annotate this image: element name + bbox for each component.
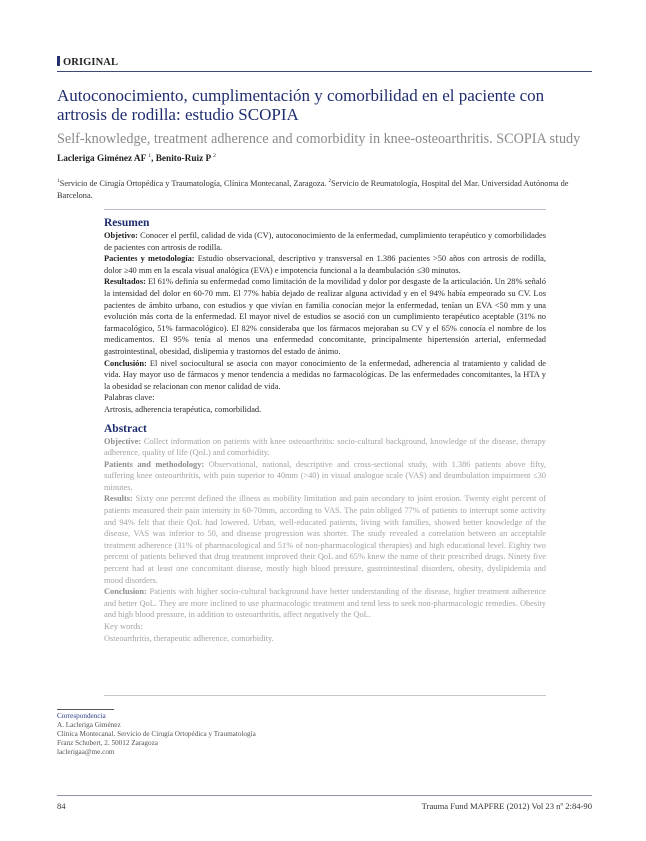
section-label: Conclusion: bbox=[104, 587, 147, 597]
resumen-results: Resultados: El 61% definía su enfermedad como limitación de la movilidad y dolor por desgaste de la articulación. Un 28% señaló la intensidad del dolor en 60-70 mm. El 77% había dejado de realizar alguna actividad y en el 94% había empeorado su CV. Los pacientes de ámbito urbano, con estudios y que vivían en familia conocían mejor la enfermedad, tenían un EVA <50 mm y una evolución más corta de la enfermedad. El mayor nivel de estudios se asoció con un cumplimiento terapéutico aceptable (31% no farmacológico, 51% farmacológico). El 82% consideraba que los fármacos mejoraban su CV y el 65% conocía el nombre de los medicamentos. El 95% tenía al menos una enfermedad concomitante, principalmente hipertensión arterial, enfermedad gastrointestinal, obesidad, dislipemia y trastornos del estado de ánimo. bbox=[104, 277, 546, 356]
resumen-conclusion: Conclusión: El nivel sociocultural se asocia con mayor conocimiento de la enfermedad, adherencia al tratamiento y calidad de vida. Hay mayor uso de fármacos y menor tendencia a medidas no farmacológicas. De las enfermedades concomitantes, la HTA y la obesidad se relacionan con menor calidad de vida. bbox=[104, 358, 546, 391]
resumen-section bbox=[104, 216, 546, 416]
footer-divider bbox=[57, 795, 592, 796]
article-title: Autoconocimiento, cumplimentación y comorbilidad en el paciente con artrosis de rodilla: estudio SCOPIA bbox=[57, 86, 545, 124]
resumen-keywords-label: Palabras clave: bbox=[104, 393, 155, 403]
abstract-section bbox=[104, 422, 546, 645]
abstract-heading: Abstract bbox=[104, 422, 147, 435]
author-separator: , bbox=[151, 154, 156, 165]
abstract-objective: Objective: Collect information on patients with knee osteoarthritis: socio-cultural background, knowledge of the disease, therapy adherence, quality of life (QoL) and comorbidity. bbox=[104, 436, 546, 458]
affiliation-number: 1 bbox=[57, 178, 60, 184]
correspondence-institution: Clínica Montecanal. Servicio de Cirugía Ortopédica y Traumatología bbox=[57, 730, 256, 738]
abstract-keywords: Osteoarthritis, therapeutic adherence, comorbidity. bbox=[104, 633, 274, 643]
abstract-top-divider bbox=[104, 209, 546, 210]
affiliations bbox=[57, 175, 602, 202]
resumen-methods: Pacientes y metodología: Estudio observacional, descriptivo y transversal en 1.386 pacientes >50 años con artrosis de rodilla, dolor ≥40 mm en la escala visual analógica (EVA) e impotencia funcional a la deambulación ≤30 minutos. bbox=[104, 254, 546, 275]
affiliation-text: Servicio de Reumatología, Hospital del Mar. Universidad Autónoma de Barcelona. bbox=[57, 178, 569, 200]
section-label: Objective: bbox=[104, 436, 142, 446]
correspondence-email[interactable]: laclerigaa@me.com bbox=[57, 748, 115, 756]
abstract-methods: Patients and methodology: Observational, national, descriptive and cross-sectional study, with 1.386 patients above fifty, suffering knee osteoarthritis, with pain superior to 40mm (>40) in visual analogue scale (VAS) and deambulation impairment ≤30 minutes. bbox=[104, 459, 546, 492]
section-label: Patients and methodology: bbox=[104, 459, 205, 469]
author-name: Lacleriga Giménez AF bbox=[57, 154, 146, 165]
resumen-heading: Resumen bbox=[104, 217, 150, 229]
section-label: Pacientes y metodología: bbox=[104, 254, 195, 264]
section-label: ORIGINAL bbox=[57, 56, 592, 72]
correspondence-address: Franz Schubert, 2. 50012 Zaragoza bbox=[57, 739, 158, 747]
resumen-keywords: Artrosis, adherencia terapéutica, comorbilidad. bbox=[104, 404, 262, 414]
abstract-bottom-divider bbox=[104, 695, 546, 696]
affiliation-number: 2 bbox=[328, 178, 332, 184]
section-marker-bar bbox=[57, 56, 60, 66]
correspondence-block bbox=[57, 712, 357, 757]
section-label: Results: bbox=[104, 494, 133, 504]
section-label: Objetivo: bbox=[104, 231, 138, 240]
page-number: 84 bbox=[57, 801, 66, 811]
author-list bbox=[57, 153, 216, 164]
abstract-keywords-label: Key words: bbox=[104, 622, 143, 631]
abstract-conclusion: Conclusion: Patients with higher socio-cultural background have better understanding of the disease, higher treatment adherence and better QoL. They are more inclined to use pharmacologic treatment and tend less to seek non-pharmacologic remedies. Obesity and high blood pressure, in addition to osteoarthritis, affect negatively the QoL. bbox=[104, 587, 546, 620]
author-name: Benito-Ruiz P bbox=[155, 154, 211, 165]
correspondence-divider bbox=[57, 709, 114, 710]
section-label: Conclusión: bbox=[104, 358, 147, 368]
author-affiliation-ref: 2 bbox=[213, 153, 216, 159]
article-subtitle: Self-knowledge, treatment adherence and comorbidity in knee-osteoarthritis. SCOPIA study bbox=[57, 131, 581, 147]
correspondence-name: A. Lacleriga Giménez bbox=[57, 721, 121, 729]
journal-citation: Trauma Fund MAPFRE (2012) Vol 23 nº 2:84-90 bbox=[421, 801, 592, 811]
author-affiliation-ref: 1 bbox=[148, 153, 152, 159]
affiliation-text: Servicio de Cirugía Ortopédica y Traumatología, Clínica Montecanal, Zaragoza. bbox=[59, 178, 329, 188]
abstract-block bbox=[104, 216, 546, 644]
abstract-results: Results: Sixty one percent defined the illness as mobility limitation and pain secondary to joint erosion. Twenty eight percent of patients measured their pain intensity in 60-70mm, according to VAS. The pain obliged 77% of patients to interrupt some activity and 94% felt that their QoL had lowered. Urban, well-educated patients, living with families, showed better knowledge of the disease, VAS was inferior to 50, and disease progression was shorter. The study revealed a correlation between an acceptable treatment adherence (31% of pharmacological and 51% of non-pharmacological therapies) and high educational level. Eighty two percent of patients believed that drug treatment improved their QoL and 65% knew the name of their prescribed drugs. Ninety five percent had at least one concomitant disease, mostly high blood pressure, gastrointestinal disorders, obesity, dyslipidemia and mood disorders. bbox=[104, 494, 546, 585]
correspondence-heading: Correspondencia bbox=[57, 712, 106, 720]
section-label: Resultados: bbox=[104, 277, 146, 287]
resumen-objective: Objetivo: Conocer el perfil, calidad de vida (CV), autoconocimiento de la enfermedad, cumplimiento terapéutico y comorbilidades de pacientes con artrosis de rodilla. bbox=[104, 231, 546, 252]
